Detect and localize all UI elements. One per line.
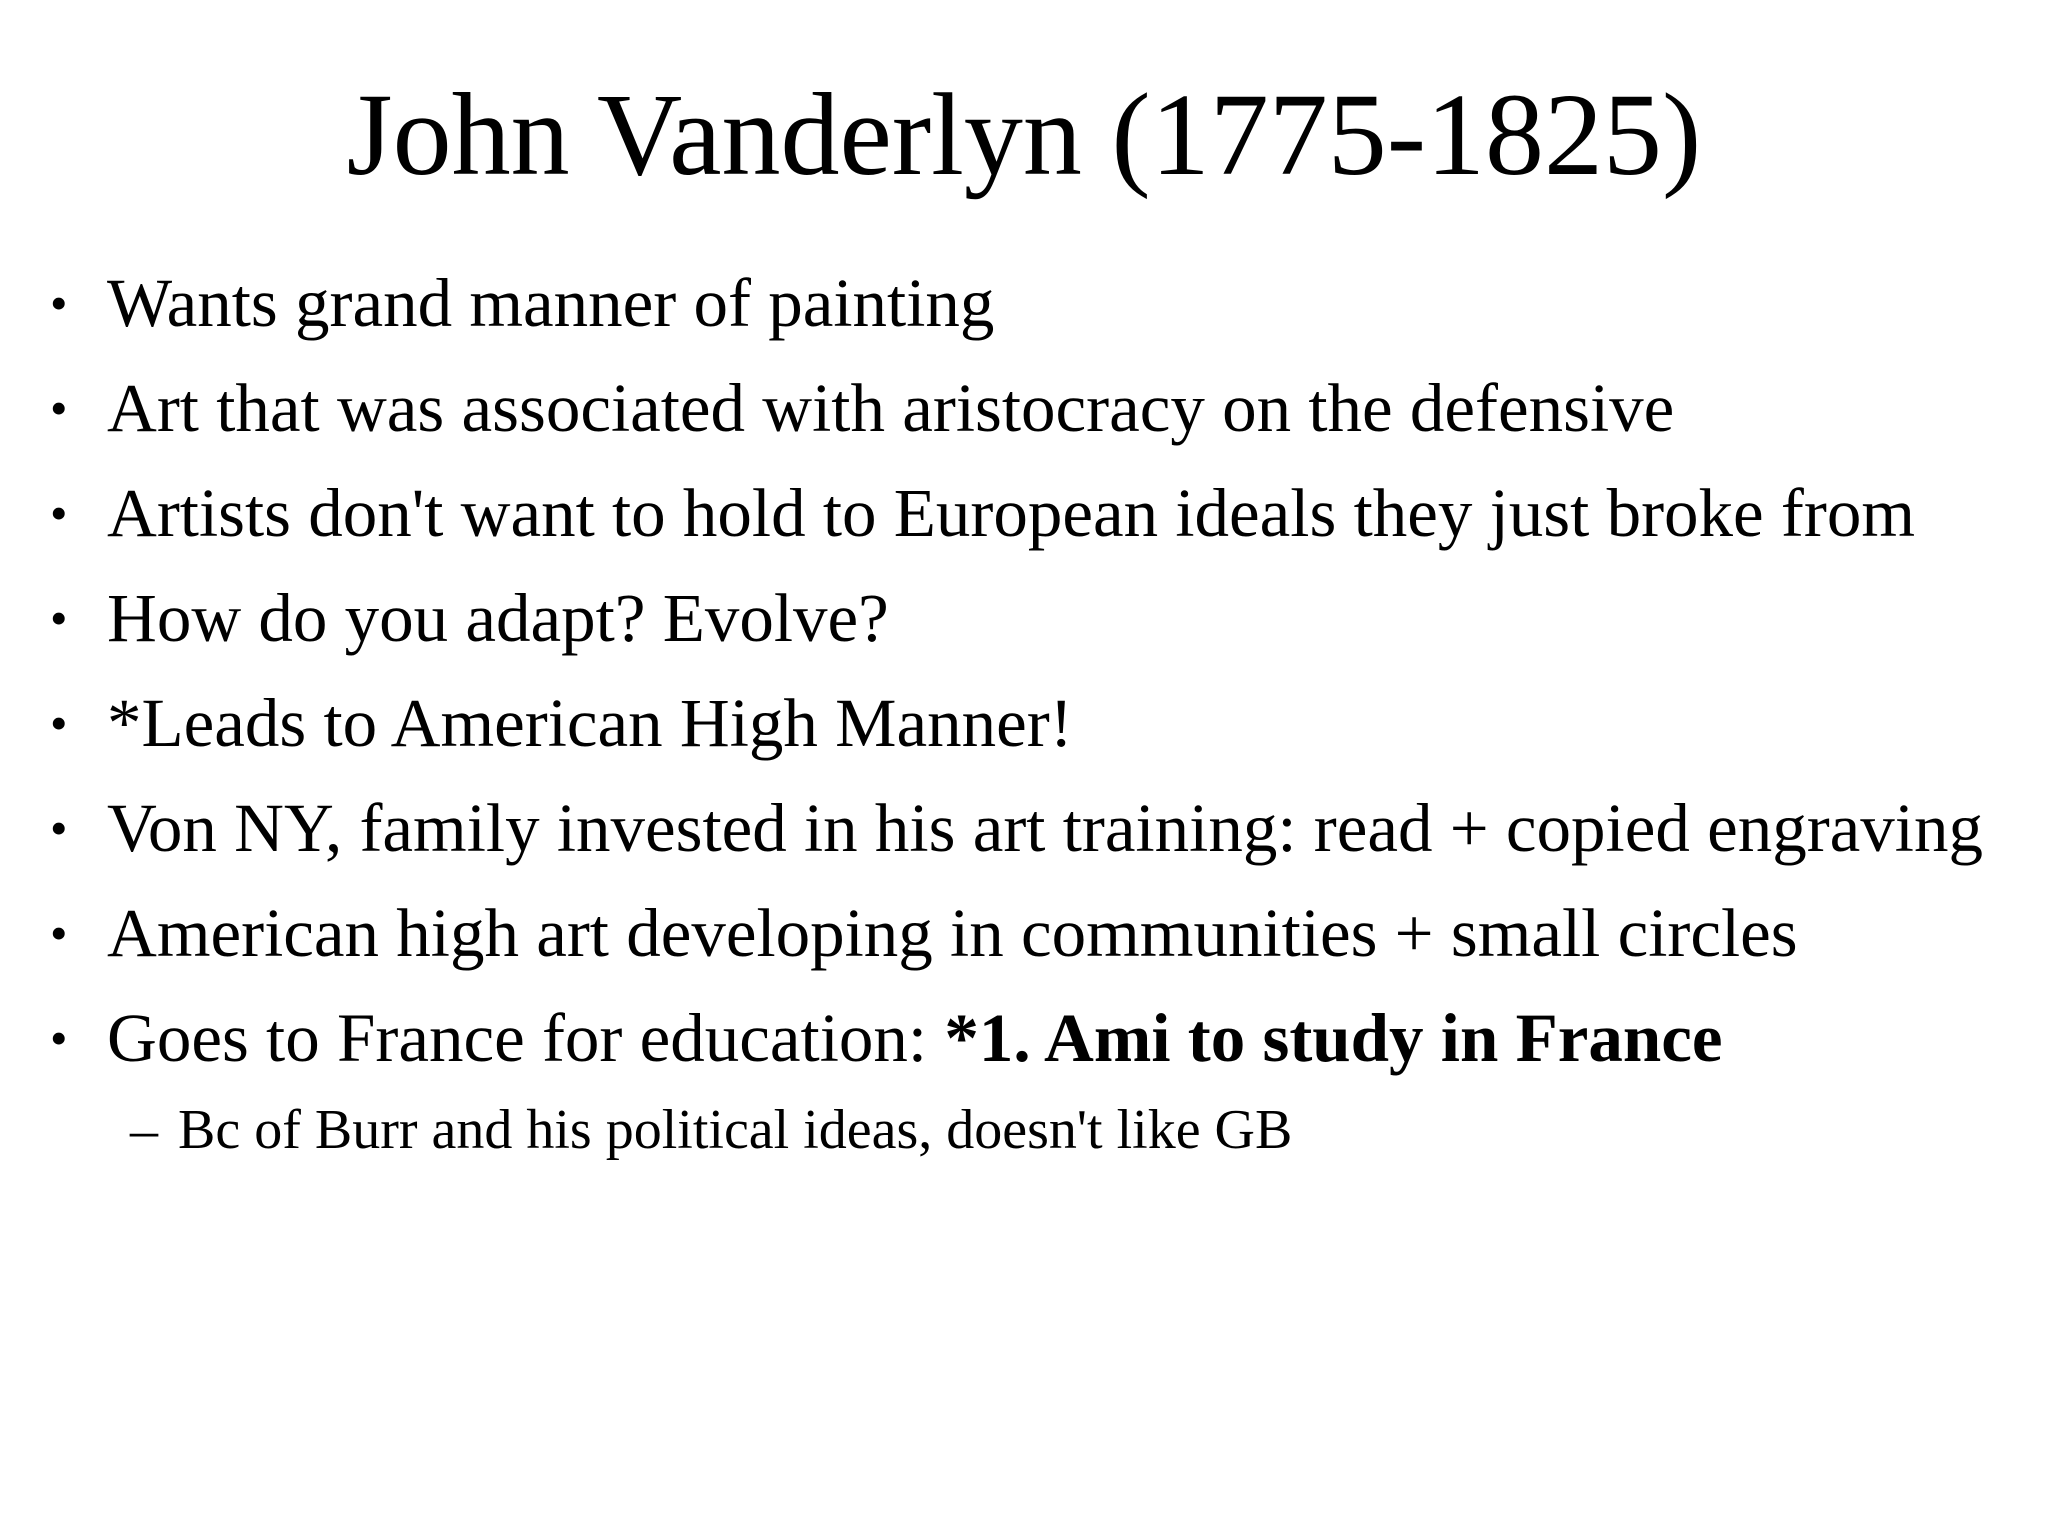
bullet-text: How do you adapt? Evolve?: [107, 580, 889, 656]
bullet-icon: •: [50, 800, 68, 856]
bullet-text: Wants grand manner of painting: [107, 265, 995, 341]
bullet-item: [0, 888, 2048, 993]
bullet-item: [0, 258, 2048, 363]
bullet-icon: •: [50, 905, 68, 961]
bullet-icon: •: [50, 590, 68, 646]
slide-title: John Vanderlyn (1775-1825): [346, 69, 1702, 200]
bullet-text: Artists don't want to hold to European ideals they just broke from: [107, 475, 1916, 551]
sub-bullet-text: Bc of Burr and his political ideas, doesn't like GB: [178, 1099, 1293, 1161]
bullet-item: [0, 678, 2048, 783]
bullet-icon: •: [50, 1010, 68, 1066]
bullet-list: [0, 258, 2048, 1172]
bullet-text: Von NY, family invested in his art training: read + copied engraving: [107, 790, 1983, 866]
bullet-text-plain: Goes to France for education:: [107, 1000, 945, 1076]
bullet-text-with-emphasis: [107, 993, 1722, 1083]
bullet-item: [0, 783, 2048, 888]
bullet-item: [0, 993, 2048, 1098]
bullet-text: *Leads to American High Manner!: [107, 685, 1073, 761]
bullet-icon: •: [50, 380, 68, 436]
bullet-text-bold: *1. Ami to study in France: [944, 1000, 1723, 1076]
dash-icon: –: [130, 1099, 158, 1161]
bullet-icon: •: [50, 695, 68, 751]
bullet-item: [0, 573, 2048, 678]
bullet-icon: •: [50, 485, 68, 541]
bullet-icon: •: [50, 275, 68, 331]
bullet-text: Art that was associated with aristocracy on the defensive: [107, 370, 1675, 446]
bullet-text: American high art developing in communities + small circles: [107, 895, 1798, 971]
bullet-item: [0, 363, 2048, 468]
sub-bullet-item: [0, 1092, 2048, 1172]
bullet-item: [0, 468, 2048, 573]
